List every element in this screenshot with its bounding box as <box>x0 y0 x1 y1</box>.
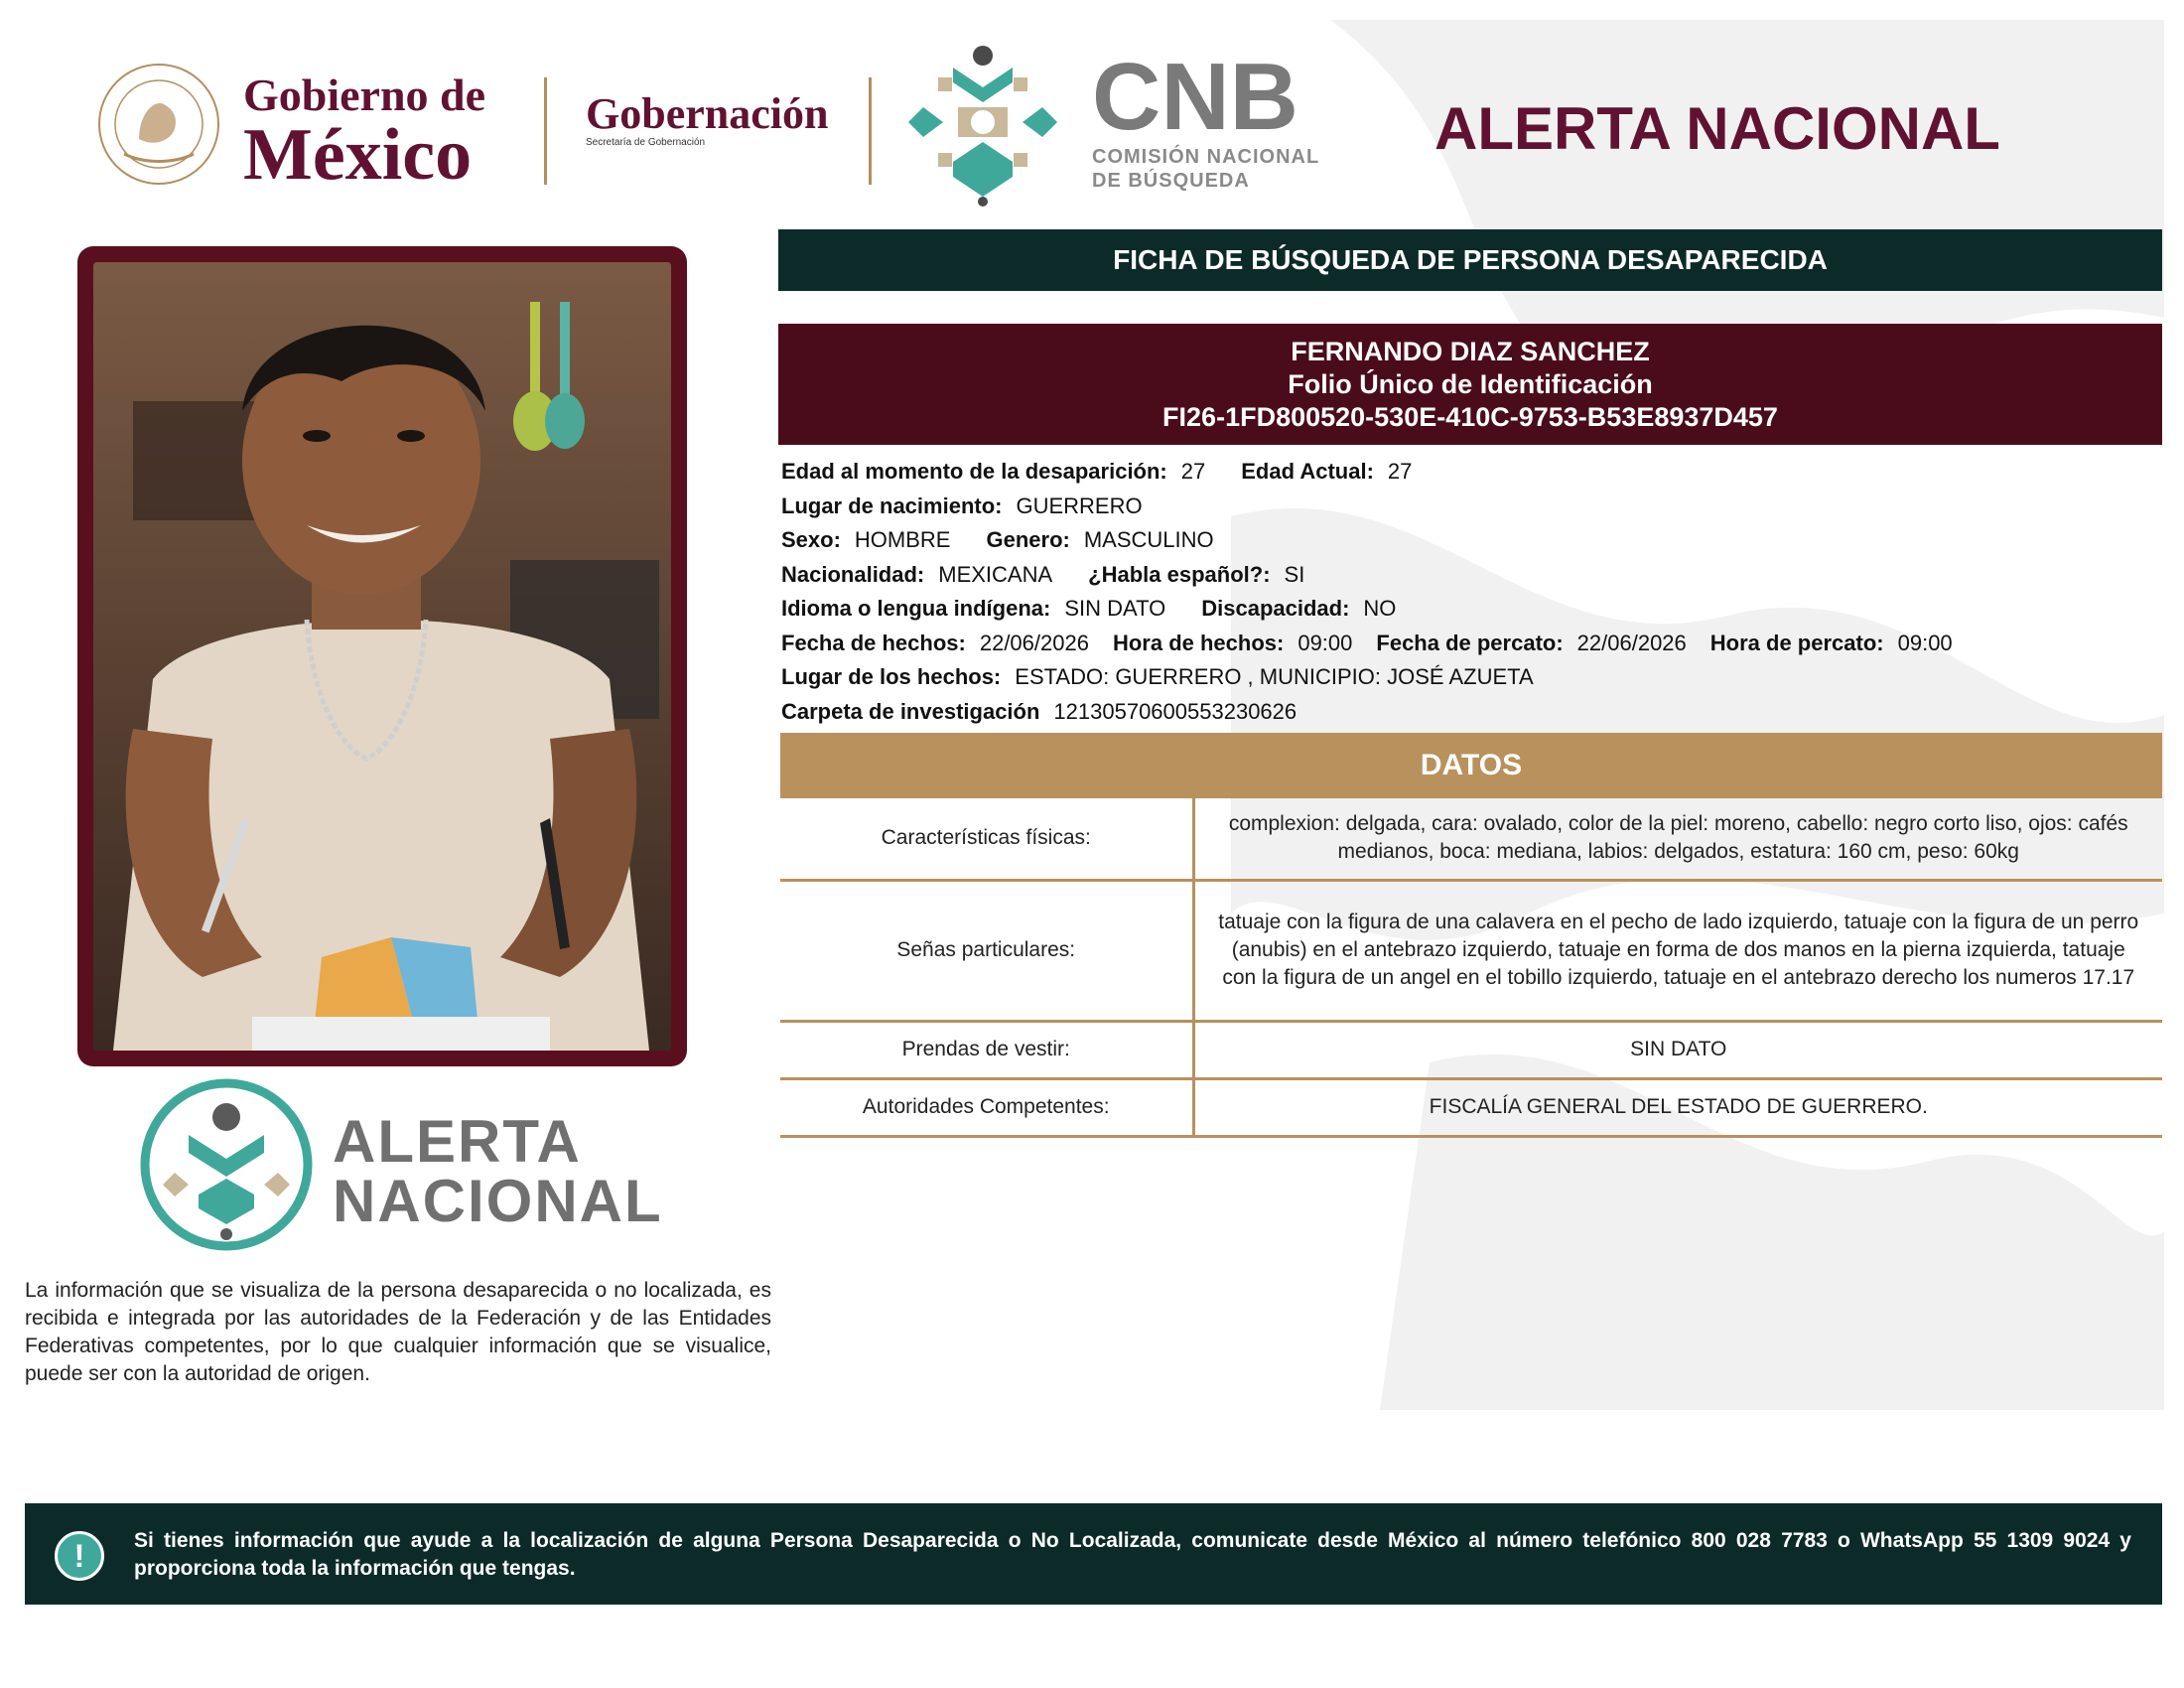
gobierno-line1: Gobierno de <box>243 70 486 120</box>
cnb-sub-line1: COMISIÓN NACIONAL <box>1092 146 1320 168</box>
missing-person-photo <box>93 262 671 1051</box>
header-divider <box>869 77 872 185</box>
gobernacion-logo <box>586 91 828 148</box>
folio-value: FI26-1FD800520-530E-410C-9753-B53E8937D457 <box>1162 402 1778 432</box>
alerta-nacional-title: ALERTA NACIONAL <box>1434 95 2000 162</box>
datos-label: Prendas de vestir: <box>780 1021 1193 1078</box>
carpeta-label: Carpeta de investigación <box>781 698 1040 724</box>
discapacidad-value: NO <box>1363 596 1397 622</box>
hora-hechos-value: 09:00 <box>1297 630 1353 655</box>
nacionalidad-label: Nacionalidad: <box>781 561 925 587</box>
datos-title: DATOS <box>1420 749 1523 781</box>
hora-percato-label: Hora de percato: <box>1709 630 1884 655</box>
carpeta-value: 12130570600553230626 <box>1053 698 1297 724</box>
datos-label: Autoridades Competentes: <box>780 1078 1193 1136</box>
footer-contact-bar <box>25 1503 2162 1605</box>
info-row <box>781 523 1988 558</box>
missing-person-photo-frame <box>77 246 687 1066</box>
genero-value: MASCULINO <box>1083 527 1214 553</box>
folio-label: Folio Único de Identificación <box>1288 369 1653 399</box>
exclamation-icon: ! <box>55 1531 104 1581</box>
gobierno-line2: México <box>243 114 473 196</box>
disclaimer-text: La información que se visualiza de la persona desaparecida o no localizada, es recibida e integrada por las autoridades de la Federación y de las Entidades Federativas competentes, por lo que cualquier información que se visualice, puede ser con la autoridad de origen. <box>25 1279 771 1385</box>
info-row <box>781 660 1988 695</box>
edad-actual-value: 27 <box>1387 459 1413 485</box>
datos-title-bar <box>780 733 2162 798</box>
lugar-hechos-label: Lugar de los hechos: <box>781 664 1002 690</box>
alerta-nacional-emblem-icon <box>139 1077 314 1252</box>
genero-label: Genero: <box>986 527 1070 553</box>
lugar-hechos-value: ESTADO: GUERRERO , MUNICIPIO: JOSÉ AZUETA <box>1015 664 1534 690</box>
cnb-sub-line2: DE BÚSQUEDA <box>1092 170 1250 192</box>
info-row <box>781 558 1988 593</box>
datos-value: FISCALÍA GENERAL DEL ESTADO DE GUERRERO. <box>1193 1078 2162 1136</box>
alerta-nacional-logo-text <box>333 1108 663 1234</box>
lugar-nacimiento-value: GUERRERO <box>1016 492 1143 518</box>
edad-desaparicion-label: Edad al momento de la desaparición: <box>781 459 1167 485</box>
cnb-emblem-icon <box>898 38 1067 207</box>
info-row <box>781 592 1988 627</box>
edad-actual-label: Edad Actual: <box>1241 459 1374 485</box>
info-row <box>781 627 1988 661</box>
datos-value: SIN DATO <box>1193 1021 2162 1078</box>
person-name: FERNANDO DIAZ SANCHEZ <box>1291 337 1650 366</box>
gobierno-de-mexico-logo <box>243 70 486 196</box>
table-row <box>780 798 2162 880</box>
mexico-seal-icon <box>94 60 223 189</box>
ficha-title: FICHA DE BÚSQUEDA DE PERSONA DESAPARECIDA <box>1113 244 1828 275</box>
sexo-label: Sexo: <box>781 527 841 553</box>
datos-label: Características físicas: <box>780 798 1193 880</box>
alerta-nacional-line1: ALERTA <box>333 1108 582 1175</box>
alerta-nacional-line2: NACIONAL <box>333 1168 663 1234</box>
footer-contact-text: Si tienes información que ayude a la localización de alguna Persona Desaparecida o No Localizada, comunicate desde México al número telefónico 800 028 7783 o WhatsApp 55 1309 9024 y proporciona toda la información que tengas. <box>134 1529 2131 1580</box>
idioma-value: SIN DATO <box>1064 596 1166 622</box>
table-row <box>780 1021 2162 1078</box>
table-row <box>780 1078 2162 1136</box>
info-row <box>781 490 1988 524</box>
nacionalidad-value: MEXICANA <box>938 561 1053 587</box>
datos-table <box>780 798 2162 1138</box>
gobernacion-sub: Secretaría de Gobernación <box>586 137 706 148</box>
person-identification-box <box>778 324 2162 445</box>
info-row <box>781 455 1988 490</box>
fecha-hechos-value: 22/06/2026 <box>979 630 1089 655</box>
lugar-nacimiento-label: Lugar de nacimiento: <box>781 492 1003 518</box>
header-divider <box>544 77 547 185</box>
fecha-percato-label: Fecha de percato: <box>1376 630 1564 655</box>
idioma-label: Idioma o lengua indígena: <box>781 596 1051 622</box>
cnb-acronym: CNB <box>1092 44 1298 150</box>
habla-espanol-value: SI <box>1284 561 1305 587</box>
header <box>0 0 2184 218</box>
datos-label: Señas particulares: <box>780 880 1193 1021</box>
datos-value: complexion: delgada, cara: ovalado, color de la piel: moreno, cabello: negro corto liso, ojos: cafés medianos, boca: mediana, labios: delgados, estatura: 160 cm, peso: 60kg <box>1193 798 2162 880</box>
habla-espanol-label: ¿Habla español?: <box>1088 561 1271 587</box>
datos-value: tatuaje con la figura de una calavera en el pecho de lado izquierdo, tatuaje con la figura de un perro (anubis) en el antebrazo izquierdo, tatuaje en forma de dos manos en la pierna izquierda, tatuaje con la figura de un angel en el tobillo izquierdo, tatuaje en el antebrazo derecho los numeros 17.17 <box>1193 880 2162 1021</box>
gobernacion-text: Gobernación <box>586 89 829 138</box>
ficha-title-bar <box>778 229 2162 291</box>
info-row <box>781 695 1988 730</box>
discapacidad-label: Discapacidad: <box>1201 596 1350 622</box>
cnb-logo-text <box>1092 44 1320 193</box>
table-row <box>780 880 2162 1021</box>
edad-desaparicion-value: 27 <box>1180 459 1206 485</box>
hora-percato-value: 09:00 <box>1897 630 1953 655</box>
person-info-block <box>781 455 1988 729</box>
hora-hechos-label: Hora de hechos: <box>1112 630 1285 655</box>
fecha-percato-value: 22/06/2026 <box>1576 630 1687 655</box>
sexo-value: HOMBRE <box>854 527 951 553</box>
fecha-hechos-label: Fecha de hechos: <box>781 630 966 655</box>
